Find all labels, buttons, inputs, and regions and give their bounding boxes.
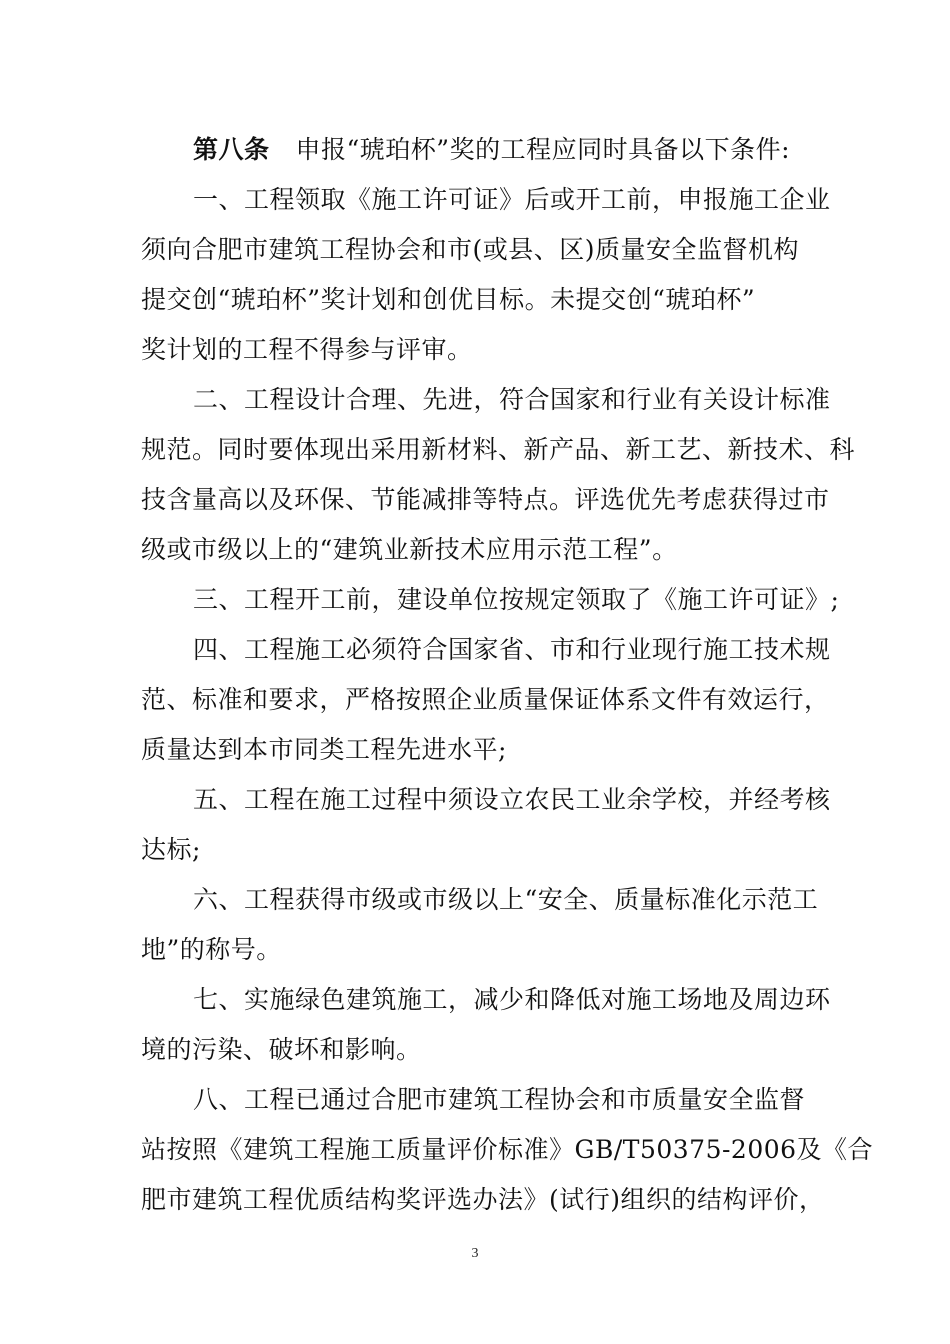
paragraph-8-line-2: 站按照《建筑工程施工质量评价标准》GB/T50375-2006及《合 (141, 1135, 874, 1164)
paragraph-4-line-3: 质量达到本市同类工程先进水平; (141, 735, 507, 764)
paragraph-2-line-4: 级或市级以上的“建筑业新技术应用示范工程”。 (141, 535, 678, 564)
paragraph-4-line-1: 四、工程施工必须符合国家省、市和行业现行施工技术规 (193, 635, 831, 664)
paragraph-3-line-1: 三、工程开工前，建设单位按规定领取了《施工许可证》; (193, 585, 840, 614)
paragraph-2-line-1: 二、工程设计合理、先进，符合国家和行业有关设计标准 (193, 385, 831, 414)
paragraph-1-line-1: 一、工程领取《施工许可证》后或开工前，申报施工企业 (193, 185, 831, 214)
paragraph-1-line-3: 提交创“琥珀杯”奖计划和创优目标。未提交创“琥珀杯” (141, 285, 756, 314)
article-heading (193, 133, 821, 167)
article-heading-text: 申报“琥珀杯”奖的工程应同时具备以下条件: (295, 135, 791, 164)
paragraph-1-line-2: 须向合肥市建筑工程协会和市(或县、区)质量安全监督机构 (141, 235, 800, 264)
paragraph-5-line-1: 五、工程在施工过程中须设立农民工业余学校，并经考核 (193, 785, 831, 814)
page-number: 3 (471, 1246, 479, 1261)
paragraph-7-line-2: 境的污染、破坏和影响。 (141, 1035, 422, 1064)
paragraph-6-line-2: 地”的称号。 (141, 935, 282, 964)
paragraph-7-line-1: 七、实施绿色建筑施工，减少和降低对施工场地及周边环 (193, 985, 831, 1014)
paragraph-1-line-4: 奖计划的工程不得参与评审。 (141, 335, 473, 364)
paragraph-2-line-2: 规范。同时要体现出采用新材料、新产品、新工艺、新技术、科 (141, 435, 856, 464)
paragraph-5-line-2: 达标; (141, 835, 201, 864)
article-number: 第八条 (193, 135, 270, 164)
paragraph-6-line-1: 六、工程获得市级或市级以上“安全、质量标准化示范工 (193, 885, 819, 914)
paragraph-8-line-1: 八、工程已通过合肥市建筑工程协会和市质量安全监督 (193, 1085, 806, 1114)
paragraph-4-line-2: 范、标准和要求，严格按照企业质量保证体系文件有效运行， (141, 685, 830, 714)
paragraph-2-line-3: 技含量高以及环保、节能减排等特点。评选优先考虑获得过市 (141, 485, 830, 514)
paragraph-8-line-3: 肥市建筑工程优质结构奖评选办法》(试行)组织的结构评价， (141, 1185, 825, 1214)
